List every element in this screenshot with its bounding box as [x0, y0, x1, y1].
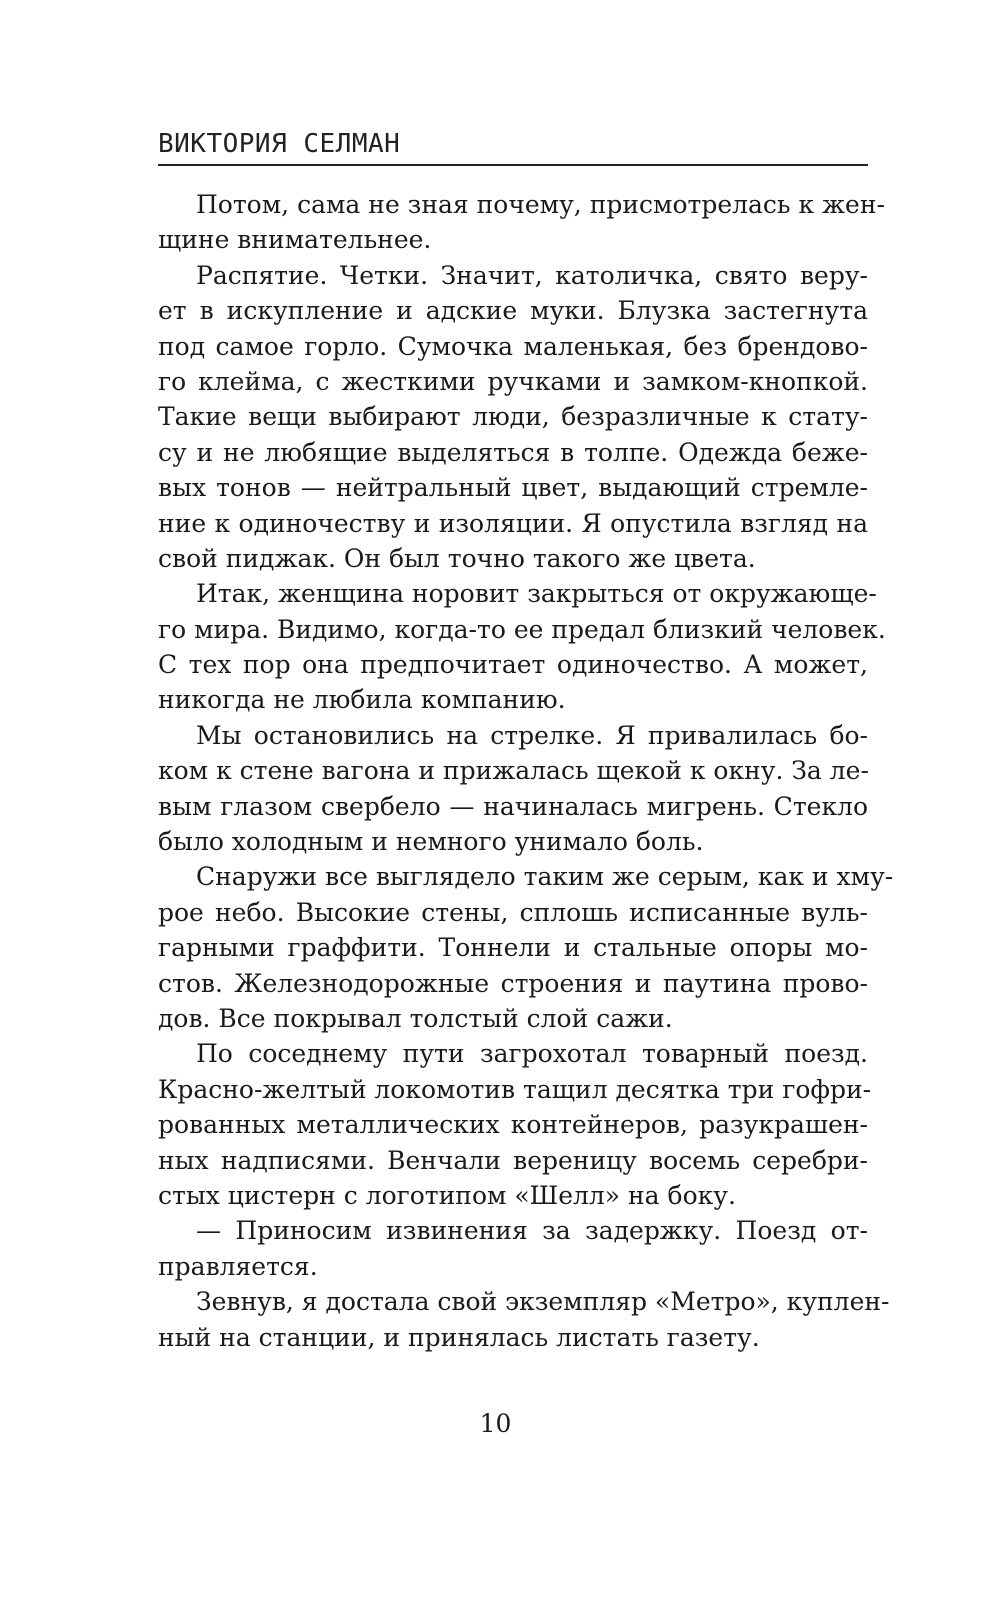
text-line: ный на станции, и принялась листать газету. [158, 1322, 760, 1352]
text-line: Снаружи все выглядело таким же серым, как и хму- [196, 862, 894, 892]
text-line: Мы остановились на стрелке. Я привалилась бо- [196, 720, 868, 750]
paragraph [158, 576, 886, 718]
text-line: дов. Все покрывал толстый слой сажи. [158, 1003, 673, 1033]
text-line: Потом, сама не зная почему, присмотрелась к жен- [196, 190, 885, 219]
text-line: рованных металлических контейнеров, разукрашен- [158, 1110, 868, 1140]
paragraph [158, 1284, 890, 1355]
paragraph [158, 859, 894, 1036]
text-line: Такие вещи выбирают люди, безразличные к стату- [158, 402, 868, 432]
text-line: щине внимательнее. [158, 225, 432, 255]
text-line: го клейма, с жесткими ручками и замком-кнопкой. [158, 366, 868, 396]
body-text [158, 187, 894, 1355]
text-line: Итак, женщина норовит закрыться от окружающе- [196, 579, 877, 609]
text-line: вых тонов — нейтральный цвет, выдающий стремле- [158, 473, 868, 503]
text-line: гарными граффити. Тоннели и стальные опоры мо- [158, 933, 868, 963]
text-line: ных надписями. Венчали вереницу восемь серебри- [158, 1145, 868, 1175]
text-line: ет в искупление и адские муки. Блузка застегнута [158, 296, 868, 326]
text-line: ком к стене вагона и прижалась щекой к окну. За ле- [158, 756, 869, 786]
text-line: было холодным и немного унимало боль. [158, 827, 704, 857]
paragraph [158, 718, 868, 860]
text-line: По соседнему пути загрохотал товарный поезд. [196, 1039, 868, 1069]
text-line: свой пиджак. Он был точно такого же цвета. [158, 543, 756, 573]
text-line: никогда не любила компанию. [158, 685, 566, 715]
text-line: Красно-желтый локомотив тащил десятка три гофри- [158, 1074, 872, 1104]
text-line: рое небо. Высокие стены, сплошь исписанные вуль- [158, 897, 868, 927]
text-line: стых цистерн с логотипом «Шелл» на боку. [158, 1180, 736, 1210]
paragraph [158, 258, 868, 577]
paragraph [158, 1036, 872, 1213]
text-line: — Приносим извинения за задержку. Поезд от- [196, 1216, 868, 1246]
running-head-author: ВИКТОРИЯ СЕЛМАН [158, 129, 401, 159]
paragraph [158, 187, 885, 258]
text-line: стов. Железнодорожные строения и паутина прово- [158, 968, 868, 998]
text-line: правляется. [158, 1251, 318, 1281]
text-line: Распятие. Четки. Значит, католичка, свято веру- [196, 260, 868, 290]
text-line: го мира. Видимо, когда-то ее предал близкий человек. [158, 614, 886, 644]
text-line: Зевнув, я достала свой экземпляр «Метро», куплен- [196, 1287, 890, 1317]
text-line: су и не любящие выделяться в толпе. Одежда беже- [158, 437, 868, 467]
page-number: 10 [479, 1409, 512, 1438]
text-line: вым глазом свербело — начиналась мигрень. Стекло [158, 791, 868, 821]
text-line: С тех пор она предпочитает одиночество. А может, [158, 650, 868, 680]
text-line: под самое горло. Сумочка маленькая, без брендово- [158, 331, 868, 361]
text-line: ние к одиночеству и изоляции. Я опустила взгляд на [158, 508, 868, 538]
paragraph [158, 1213, 868, 1284]
header-rule [158, 164, 868, 166]
